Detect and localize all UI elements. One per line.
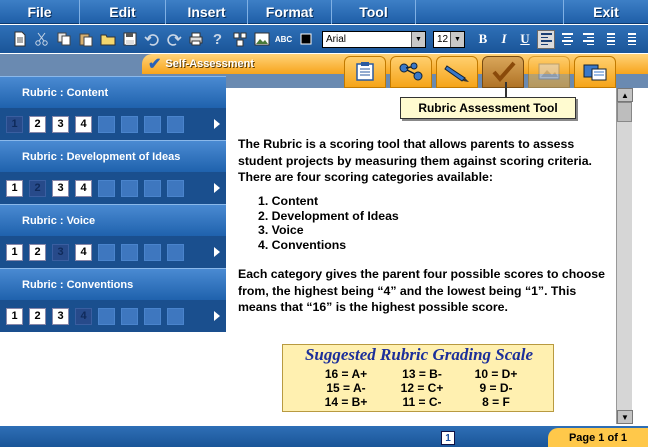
- numbered-list-button[interactable]: [600, 30, 618, 49]
- score-3[interactable]: 3: [52, 116, 69, 133]
- rubric-content-scores: [0, 108, 226, 140]
- list-item: 4. Conventions: [258, 237, 347, 252]
- align-left-button[interactable]: [537, 30, 555, 49]
- cut-icon[interactable]: [32, 30, 51, 49]
- menu-insert[interactable]: Insert: [166, 0, 248, 24]
- menu-edit[interactable]: Edit: [80, 0, 166, 24]
- score-slot-empty: [98, 308, 115, 325]
- menu-file[interactable]: File: [0, 0, 80, 24]
- tooltip: Rubric Assessment Tool: [400, 97, 576, 119]
- rubric-development-scores: [0, 172, 226, 204]
- score-3[interactable]: 3: [52, 244, 69, 261]
- score-slot-empty: [167, 308, 184, 325]
- align-center-button[interactable]: [558, 30, 576, 49]
- font-family-select[interactable]: [322, 31, 426, 48]
- font-size-select[interactable]: [433, 31, 465, 48]
- rubric-voice-header: Rubric : Voice: [0, 204, 226, 236]
- print-icon[interactable]: [186, 30, 205, 49]
- pencil-tool-icon: [442, 60, 472, 84]
- grading-scale-column: [391, 367, 453, 409]
- chevron-right-icon[interactable]: [214, 183, 220, 193]
- score-2[interactable]: 2: [29, 116, 46, 133]
- list-item: 2. Development of Ideas: [258, 208, 399, 223]
- toolbar: [0, 25, 648, 53]
- menu-exit[interactable]: Exit: [593, 4, 619, 20]
- notes-tool-tab[interactable]: [344, 56, 386, 88]
- vertical-scrollbar[interactable]: [616, 88, 632, 424]
- bullet-list-icon: [625, 33, 636, 45]
- rubric-conventions-header: Rubric : Conventions: [0, 268, 226, 300]
- score-1[interactable]: 1: [6, 308, 23, 325]
- menu-format[interactable]: Format: [248, 0, 332, 24]
- score-slot-empty: [98, 244, 115, 261]
- score-4[interactable]: 4: [75, 244, 92, 261]
- score-2[interactable]: 2: [29, 244, 46, 261]
- undo-icon[interactable]: [142, 30, 161, 49]
- category-list: [258, 194, 399, 252]
- grading-scale-column: [315, 367, 377, 409]
- score-slot-empty: [144, 116, 161, 133]
- chevron-right-icon[interactable]: [214, 119, 220, 129]
- intro-paragraph: The Rubric is a scoring tool that allows parents to assess student projects by measuring them against scoring criteria. There are four scoring categories available:: [238, 137, 592, 184]
- rubric-conventions-scores: [0, 300, 226, 332]
- text-color-icon[interactable]: [296, 30, 315, 49]
- connect-tool-tab[interactable]: [390, 56, 432, 88]
- menu-bar: [0, 0, 648, 24]
- rubric-sidebar: [0, 76, 226, 332]
- score-1[interactable]: 1: [6, 116, 23, 133]
- underline-button[interactable]: U: [520, 31, 530, 46]
- grade-entry: 13 = B-: [402, 367, 442, 381]
- image-tool-icon: [534, 60, 564, 84]
- score-slot-empty: [167, 116, 184, 133]
- score-slot-empty: [121, 308, 138, 325]
- settings-tool-tab[interactable]: [574, 56, 616, 88]
- grade-entry: 9 = D-: [479, 381, 513, 395]
- grade-entry: 16 = A+: [324, 367, 368, 381]
- score-3[interactable]: 3: [52, 180, 69, 197]
- score-1[interactable]: 1: [6, 180, 23, 197]
- score-4[interactable]: 4: [75, 308, 92, 325]
- grade-entry: 11 = C-: [402, 395, 442, 409]
- settings-tool-icon: [580, 60, 610, 84]
- grading-scale-title: Suggested Rubric Grading Scale: [304, 345, 534, 364]
- insert-image-icon[interactable]: [252, 30, 271, 49]
- detail-paragraph: Each category gives the parent four possible scores to choose from, the highest being “4” and the lowest being “1”. This means that “16” is the highest possible score.: [238, 267, 605, 314]
- font-family-value: Arial: [326, 33, 347, 45]
- align-center-icon: [562, 33, 573, 45]
- scroll-thumb[interactable]: [617, 102, 632, 122]
- grade-entry: 12 = C+: [400, 381, 444, 395]
- new-document-icon[interactable]: [10, 30, 29, 49]
- score-3[interactable]: 3: [52, 308, 69, 325]
- menu-tool[interactable]: Tool: [332, 0, 416, 24]
- open-folder-icon[interactable]: [98, 30, 117, 49]
- grade-entry: 15 = A-: [326, 381, 366, 395]
- menu-spacer: [416, 0, 564, 24]
- score-1[interactable]: 1: [6, 244, 23, 261]
- align-right-button[interactable]: [579, 30, 597, 49]
- italic-button[interactable]: I: [501, 31, 507, 46]
- score-2[interactable]: 2: [29, 308, 46, 325]
- score-2[interactable]: 2: [29, 180, 46, 197]
- rubric-check-icon: [488, 60, 518, 84]
- insert-object-icon[interactable]: [230, 30, 249, 49]
- score-slot-empty: [144, 308, 161, 325]
- notes-tool-icon: [350, 60, 380, 84]
- score-slot-empty: [98, 116, 115, 133]
- score-slot-empty: [98, 180, 115, 197]
- chevron-right-icon[interactable]: [214, 311, 220, 321]
- chevron-right-icon[interactable]: [214, 247, 220, 257]
- score-slot-empty: [144, 180, 161, 197]
- rubric-tool-tab[interactable]: [482, 56, 524, 88]
- redo-icon[interactable]: [164, 30, 183, 49]
- paste-icon[interactable]: [76, 30, 95, 49]
- connect-tool-icon: [396, 60, 426, 84]
- grading-scale-column: [465, 367, 527, 409]
- score-slot-empty: [121, 244, 138, 261]
- tooltip-pointer: [505, 82, 507, 97]
- help-icon[interactable]: ?: [212, 30, 223, 48]
- score-slot-empty: [121, 180, 138, 197]
- score-slot-empty: [144, 244, 161, 261]
- checkmark-icon: ✔: [148, 56, 162, 73]
- page-number-button[interactable]: 1: [441, 431, 455, 445]
- align-left-icon: [541, 33, 552, 45]
- chevron-down-icon: ▼: [411, 32, 425, 47]
- pencil-tool-tab[interactable]: [436, 56, 478, 88]
- align-right-icon: [583, 33, 594, 45]
- image-tool-tab[interactable]: [528, 56, 570, 88]
- list-item: 3. Voice: [258, 223, 304, 237]
- rubric-voice-scores: [0, 236, 226, 268]
- save-icon[interactable]: [120, 30, 139, 49]
- grade-entry: 14 = B+: [324, 395, 368, 409]
- bold-button[interactable]: B: [478, 31, 488, 46]
- tool-tabs: [344, 56, 616, 88]
- score-4[interactable]: 4: [75, 116, 92, 133]
- list-item: 1. Content: [258, 194, 319, 208]
- scroll-up-button[interactable]: ▲: [617, 88, 633, 102]
- rubric-content-header: Rubric : Content: [0, 76, 226, 108]
- font-size-value: 12: [437, 33, 449, 45]
- numbered-list-icon: [604, 33, 615, 45]
- self-assessment-label: Self-Assessment: [165, 58, 255, 70]
- score-slot-empty: [167, 244, 184, 261]
- chevron-down-icon: ▼: [450, 32, 464, 47]
- grading-scale-box: [282, 344, 554, 412]
- spell-check-icon[interactable]: ABC: [274, 34, 293, 44]
- page-indicator: Page 1 of 1: [548, 428, 648, 447]
- grade-entry: 8 = F: [482, 395, 510, 409]
- bullet-list-button[interactable]: [621, 30, 639, 49]
- scroll-down-button[interactable]: ▼: [617, 410, 633, 424]
- copy-icon[interactable]: [54, 30, 73, 49]
- grade-entry: 10 = D+: [474, 367, 518, 381]
- score-slot-empty: [167, 180, 184, 197]
- window-edge: [632, 88, 648, 424]
- score-4[interactable]: 4: [75, 180, 92, 197]
- score-slot-empty: [121, 116, 138, 133]
- rubric-development-header: Rubric : Development of Ideas: [0, 140, 226, 172]
